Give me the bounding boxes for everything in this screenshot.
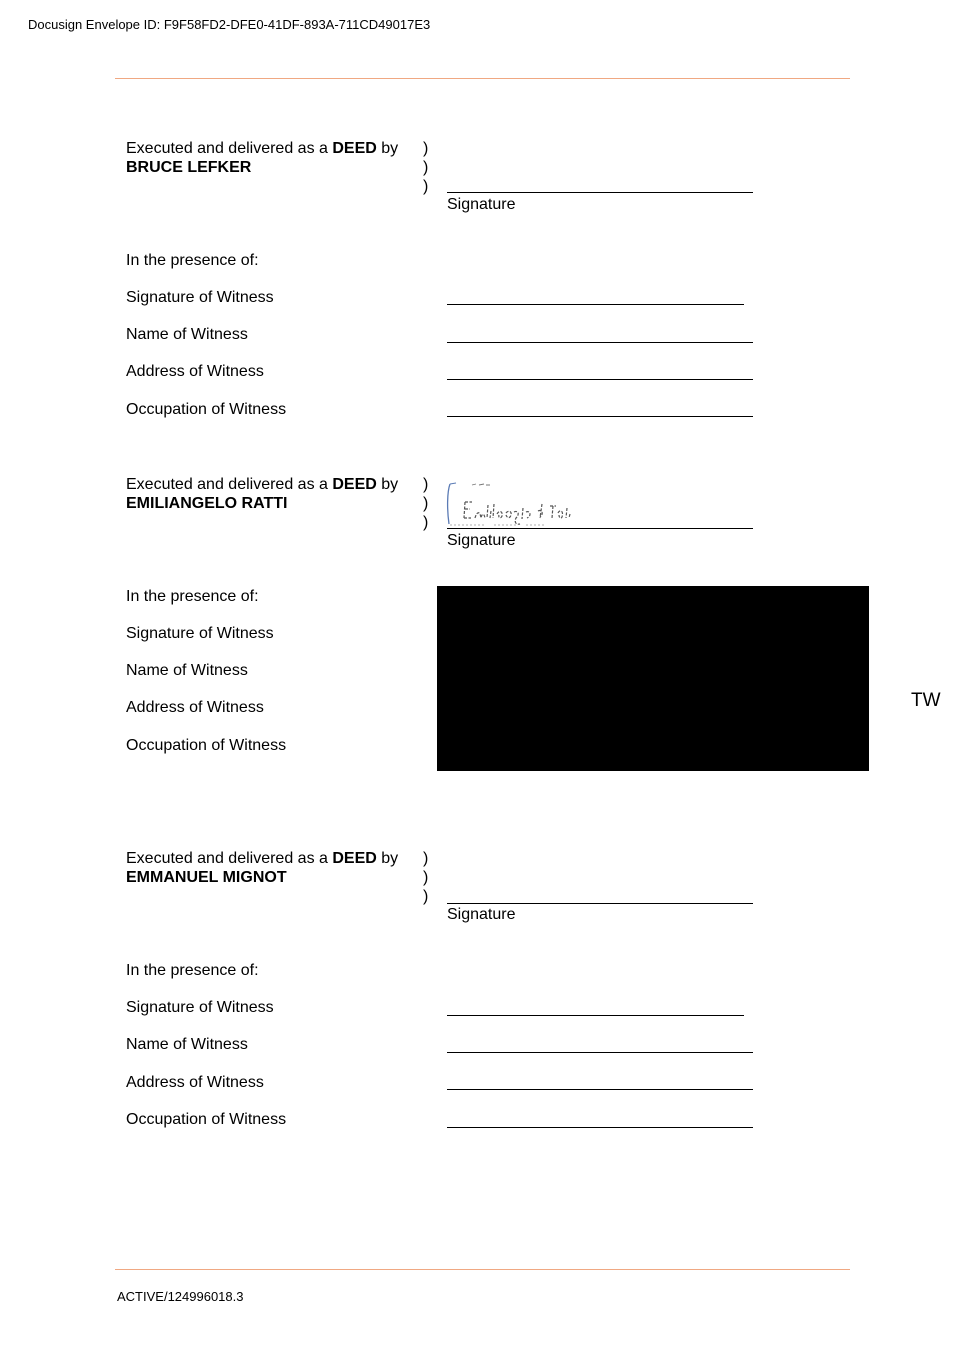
bracket: )	[423, 495, 429, 512]
witness-name-label: Name of Witness	[126, 662, 248, 679]
footer-rule	[115, 1269, 850, 1270]
exec-prefix: Executed and delivered as a	[126, 140, 333, 157]
exec-suffix: by	[376, 476, 399, 493]
witness-occupation-line[interactable]	[447, 416, 753, 417]
bracket: )	[423, 869, 429, 886]
witness-name-label: Name of Witness	[126, 1036, 248, 1053]
witness-signature-label: Signature of Witness	[126, 625, 274, 642]
presence-label: In the presence of:	[126, 588, 259, 605]
handwritten-signature	[446, 478, 606, 530]
deed-word: DEED	[332, 476, 377, 493]
witness-address-line[interactable]	[447, 1089, 753, 1090]
bracket: )	[423, 850, 429, 867]
initials: TW	[911, 690, 941, 711]
witness-signature-line[interactable]	[447, 304, 744, 305]
execution-statement	[126, 475, 398, 494]
signature-label: Signature	[447, 196, 516, 213]
bracket: )	[423, 514, 429, 531]
exec-prefix: Executed and delivered as a	[126, 476, 333, 493]
witness-occupation-label: Occupation of Witness	[126, 1111, 287, 1128]
bracket: )	[423, 888, 429, 905]
presence-label: In the presence of:	[126, 962, 259, 979]
bracket: )	[423, 159, 429, 176]
witness-address-line[interactable]	[447, 379, 753, 380]
signature-label: Signature	[447, 532, 516, 549]
witness-signature-label: Signature of Witness	[126, 289, 274, 306]
bracket: )	[423, 140, 429, 157]
witness-signature-label: Signature of Witness	[126, 999, 274, 1016]
deed-word: DEED	[332, 140, 377, 157]
bracket: )	[423, 476, 429, 493]
execution-statement	[126, 139, 398, 158]
witness-address-label: Address of Witness	[126, 699, 264, 716]
docusign-envelope-id: Docusign Envelope ID: F9F58FD2-DFE0-41DF-893A-711CD49017E3	[28, 17, 431, 32]
signature-label: Signature	[447, 906, 516, 923]
header-rule	[115, 78, 850, 79]
signature-line[interactable]	[447, 192, 753, 193]
witness-signature-line[interactable]	[447, 1015, 744, 1016]
exec-suffix: by	[376, 850, 399, 867]
signatory-name: EMILIANGELO RATTI	[126, 495, 288, 512]
document-reference: ACTIVE/124996018.3	[117, 1289, 244, 1304]
witness-occupation-label: Occupation of Witness	[126, 401, 287, 418]
witness-name-line[interactable]	[447, 1052, 753, 1053]
witness-address-label: Address of Witness	[126, 1074, 264, 1091]
signatory-name: EMMANUEL MIGNOT	[126, 869, 287, 886]
witness-occupation-line[interactable]	[447, 1127, 753, 1128]
witness-address-label: Address of Witness	[126, 363, 264, 380]
deed-word: DEED	[332, 850, 377, 867]
witness-occupation-label: Occupation of Witness	[126, 737, 287, 754]
witness-name-label: Name of Witness	[126, 326, 248, 343]
bracket: )	[423, 178, 429, 195]
presence-label: In the presence of:	[126, 252, 259, 269]
signature-line[interactable]	[447, 903, 753, 904]
exec-suffix: by	[376, 140, 399, 157]
execution-statement	[126, 849, 398, 868]
exec-prefix: Executed and delivered as a	[126, 850, 333, 867]
signatory-name: BRUCE LEFKER	[126, 159, 252, 176]
redaction-box	[437, 586, 869, 771]
witness-name-line[interactable]	[447, 342, 753, 343]
